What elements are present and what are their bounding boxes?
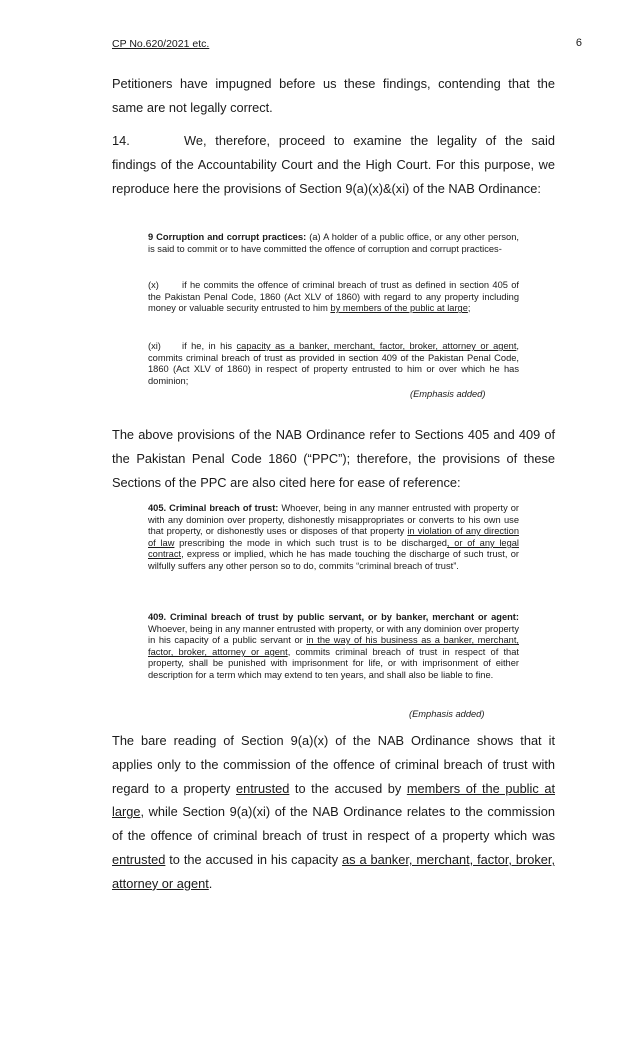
paragraph-number: 14. [112, 133, 130, 148]
page-number: 6 [575, 37, 582, 49]
emphasis-underline: , or of any legal contract [148, 537, 520, 560]
quote-section-9: 9 Corruption and corrupt practices: (a) A holder of a public office, or any other person, is said to commit or to have committed the offence of corruption and corrupt practices- [148, 232, 519, 254]
clause-number: (x) [148, 280, 159, 290]
intro-line-1: Petitioners have impugned before us these findings, contending that the [112, 76, 555, 91]
quote-heading: 9 Corruption and corrupt practices: [148, 232, 307, 242]
ppc-paragraph: The above provisions of the NAB Ordinance refer to Sections 405 and 409 of the Pakistan Penal Code 1860 (“PPC”); therefore, the provisions of these Sections of the PPC are also cited here for ease of reference: [112, 427, 555, 490]
emphasis-underline: entrusted [236, 780, 290, 796]
clause-number: (xi) [148, 341, 161, 351]
quote-section-405: 405. Criminal breach of trust: Whoever, being in any manner entrusted with property or with any dominion over property, dishonestly misappropriates or converts to his own use that property, or dishonestly uses or disposes of that property in violation of any direction of law prescribing the mode in which such trust is to be discharged, or of any legal contract, express or implied, which he has made touching the discharge of such trust, or wilfully suffers any other person so to do, commits “criminal breach of trust”. [148, 503, 520, 571]
final-paragraph: The bare reading of Section 9(a)(x) of the NAB Ordinance shows that it applies only to the commission of the offence of criminal breach of trust with regard to a property entrusted to the accused by members of the public at large, while Section 9(a)(xi) of the NAB Ordinance relates to the commission of the offence of criminal breach of trust in respect of a property which was entrusted to the accused in his capacity as a banker, merchant, factor, broker, attorney or agent. [112, 733, 556, 891]
intro-line-2: same are not legally correct. [112, 100, 273, 115]
emphasis-underline: as a banker, merchant, factor, broker, attorney or agent [112, 851, 555, 891]
paragraph-14 [112, 129, 555, 200]
emphasis-underline: capacity as a banker, merchant, factor, broker, attorney or agent [236, 341, 517, 351]
quote-clause-xi: (xi) if he, in his capacity as a banker, merchant, factor, broker, attorney or agent, commits criminal breach of trust as provided in section 409 of the Pakistan Penal Code, 1860 (Act XLV of 1860) in respect of property entrusted to him or over which he has dominion; [148, 341, 519, 386]
emphasis-underline: by members of the public at large [330, 303, 468, 314]
case-reference: CP No.620/2021 etc. [112, 38, 210, 50]
quote-heading: 405. Criminal breach of trust: [148, 503, 279, 513]
intro-paragraph-end [112, 96, 555, 120]
quote-clause-x: (x) if he commits the offence of criminal breach of trust as defined in section 405 of the Pakistan Penal Code, 1860 (Act XLV of 1860) with regard to any property including money or valuable security entrusted to him by members of the public at large; [148, 280, 519, 314]
paragraph-14-text: We, therefore, proceed to examine the legality of the said findings of the Accountability Court and the High Court. For this purpose, we reproduce here the provisions of Section 9(a)(x)&(xi) of the NAB Ordinance: [112, 133, 555, 196]
emphasis-note: (Emphasis added) [410, 389, 486, 399]
quote-section-409: 409. Criminal breach of trust by public servant, or by banker, merchant or agent: Whoever, being in any manner entrusted with property, or with any dominion over property in his capacity of a public servant or in the way of his business as a banker, merchant, factor, broker, attorney or agent, commits criminal breach of trust in respect of that property, shall be punished with imprisonment for life, or with imprisonment of either description for a term which may extend to ten years, and shall also be liable to fine. [148, 612, 520, 680]
emphasis-underline: in violation of any direction of law [148, 526, 520, 548]
emphasis-underline: entrusted [112, 851, 166, 867]
emphasis-note: (Emphasis added) [409, 709, 485, 719]
quote-heading: 409. Criminal breach of trust by public servant, or by banker, merchant or agent: [148, 612, 519, 622]
emphasis-underline: in the way of his business as a banker, merchant, factor, broker, attorney or agent [148, 635, 520, 657]
emphasis-underline: members of the public at large [112, 780, 556, 820]
